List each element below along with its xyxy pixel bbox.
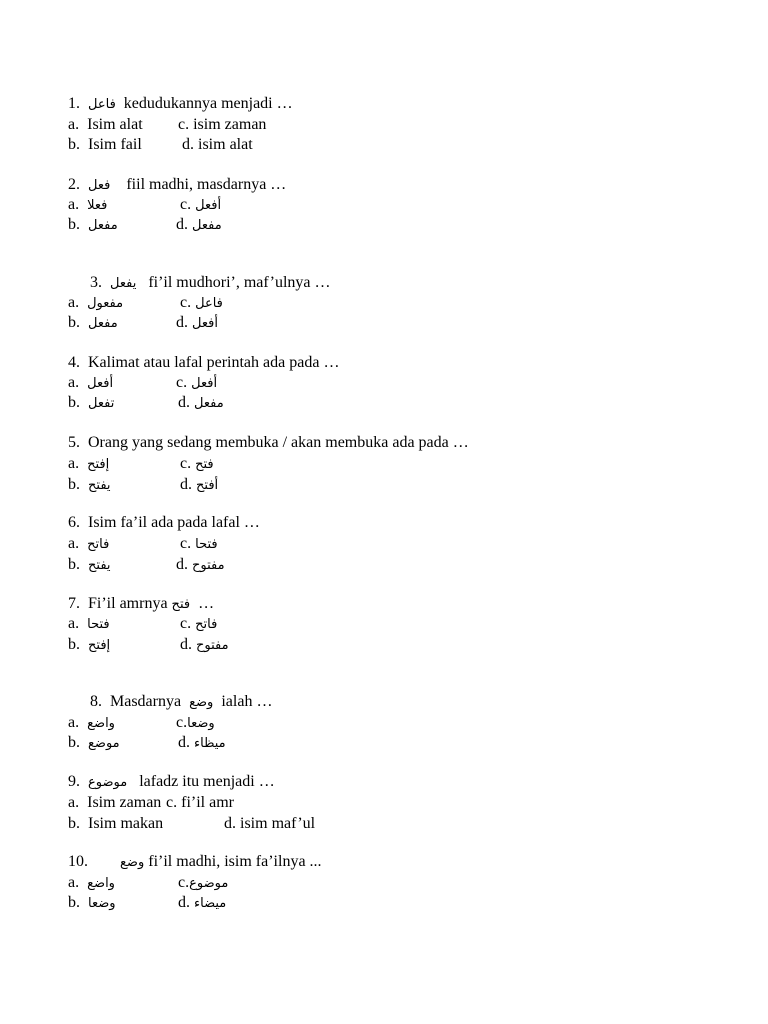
question-text: Fi’il amrnya [88, 595, 168, 612]
option-a [68, 873, 115, 893]
option-label: d. [180, 476, 192, 493]
option-b [68, 733, 120, 753]
option-d [180, 635, 229, 655]
question-number: 6. [68, 514, 80, 531]
option-label: a. [68, 374, 80, 391]
option-text: موضع [88, 736, 120, 751]
arabic-word: فتح [171, 597, 191, 612]
option-label: b. [68, 636, 80, 653]
option-text: أفعل [192, 316, 218, 331]
option-label: c. [180, 455, 192, 472]
option-label: d. [224, 815, 236, 832]
question-number: 1. [68, 95, 80, 112]
option-c [176, 373, 217, 393]
option-a [68, 713, 115, 733]
option-d [178, 393, 224, 413]
option-text: أفعل [195, 198, 222, 213]
option-c [180, 534, 218, 554]
question-2 [68, 175, 286, 195]
option-d [178, 893, 226, 913]
option-label: b. [68, 556, 80, 573]
option-text: Isim fail [88, 136, 142, 153]
option-label: d. [176, 216, 188, 233]
option-label: c. [166, 794, 178, 811]
option-d [176, 313, 218, 333]
option-text: Isim zaman [87, 794, 162, 811]
option-d [176, 215, 222, 235]
question-number: 2. [68, 176, 80, 193]
option-text: أفعل [191, 376, 218, 391]
option-text: isim maf’ul [240, 815, 316, 832]
question-number: 7. [68, 595, 80, 612]
option-label: b. [68, 815, 80, 832]
option-text: مفتوح [196, 638, 229, 653]
question-6 [68, 513, 260, 533]
option-label: c. [180, 615, 192, 632]
option-label: b. [68, 136, 80, 153]
option-text: أفعل [87, 376, 114, 391]
question-number: 10. [68, 853, 88, 870]
option-label: d. [178, 894, 190, 911]
option-c [180, 454, 214, 474]
option-text: واضع [87, 876, 115, 891]
option-text: تفعل [88, 396, 115, 411]
option-text: وضعا [88, 896, 116, 911]
question-text: fi’il mudhori’, maf’ulnya … [148, 274, 331, 291]
question-10 [68, 852, 322, 872]
option-label: d. [178, 394, 190, 411]
option-label: a. [68, 196, 80, 213]
arabic-word: موضوع [88, 775, 128, 790]
option-a [68, 373, 113, 393]
option-d [176, 555, 225, 575]
option-text: ميضاء [194, 896, 227, 911]
option-text: موضوع [189, 876, 229, 891]
option-label: c. [178, 116, 190, 133]
option-text: فتحا [87, 617, 110, 632]
option-text: إفتح [88, 638, 111, 653]
option-label: d. [180, 636, 192, 653]
option-a [68, 793, 161, 813]
question-7 [68, 594, 214, 614]
option-label: a. [68, 455, 80, 472]
option-b [68, 393, 114, 413]
option-label: d. [176, 556, 188, 573]
question-text-end: … [198, 595, 215, 612]
option-d [180, 475, 218, 495]
option-text: مفعل [194, 396, 224, 411]
question-3 [90, 273, 330, 293]
option-text: fi’il amr [181, 794, 234, 811]
option-label: b. [68, 394, 80, 411]
question-number: 9. [68, 773, 80, 790]
option-c [180, 293, 223, 313]
option-c [180, 195, 221, 215]
option-text: فاعل [195, 296, 223, 311]
option-text: فتح [195, 457, 214, 472]
option-label: b. [68, 476, 80, 493]
option-b [68, 215, 118, 235]
option-a [68, 195, 107, 215]
option-text: واضع [87, 716, 115, 731]
option-label: d. [182, 136, 194, 153]
question-text: lafadz itu menjadi … [139, 773, 275, 790]
option-label: c. [180, 196, 192, 213]
option-a [68, 614, 110, 634]
option-text: فاتح [195, 617, 218, 632]
option-label: c. [178, 874, 190, 891]
option-c [178, 873, 228, 893]
question-4 [68, 353, 339, 373]
question-number: 3. [90, 274, 102, 291]
question-number: 8. [90, 693, 102, 710]
question-text: Masdarnya [110, 693, 182, 710]
option-label: a. [68, 874, 80, 891]
question-text: fiil madhi, masdarnya … [126, 176, 287, 193]
arabic-word: فاعل [88, 97, 116, 112]
option-label: a. [68, 116, 80, 133]
option-text: isim zaman [193, 116, 267, 133]
option-label: d. [176, 314, 188, 331]
question-9 [68, 772, 275, 792]
option-c [166, 793, 234, 813]
question-number: 5. [68, 434, 80, 451]
option-label: a. [68, 615, 80, 632]
option-label: c. [176, 714, 188, 731]
question-text: Isim fa’il ada pada lafal … [88, 514, 260, 531]
option-text: مفعل [192, 218, 222, 233]
option-text: فعلا [87, 198, 108, 213]
option-b [68, 475, 111, 495]
option-text: إفتح [87, 457, 110, 472]
question-text: kedudukannya menjadi … [123, 95, 293, 112]
option-d [182, 135, 253, 155]
option-text: يفتح [88, 478, 111, 493]
option-text: Isim makan [88, 815, 164, 832]
option-text: يفتح [88, 558, 111, 573]
option-text: isim alat [198, 136, 253, 153]
option-text: مفعول [87, 296, 124, 311]
arabic-word: وضع [189, 695, 214, 710]
option-label: a. [68, 535, 80, 552]
option-label: c. [180, 535, 192, 552]
option-label: a. [68, 294, 80, 311]
option-text: فتحا [195, 537, 218, 552]
option-label: c. [180, 294, 192, 311]
option-text: مفعل [88, 316, 118, 331]
question-number: 4. [68, 354, 80, 371]
option-c [178, 115, 266, 135]
option-text: ميظاء [194, 736, 226, 751]
option-label: a. [68, 714, 80, 731]
option-text: فاتح [87, 537, 110, 552]
option-text: مفعل [88, 218, 118, 233]
option-b [68, 555, 111, 575]
option-c [176, 713, 215, 733]
option-label: d. [178, 734, 190, 751]
question-1 [68, 94, 293, 114]
question-text: Orang yang sedang membuka / akan membuka ada pada … [88, 434, 469, 451]
arabic-word: فعل [88, 178, 111, 193]
option-d [224, 814, 315, 834]
question-5 [68, 433, 469, 453]
question-text-end: ialah … [221, 693, 273, 710]
question-text: fi’il madhi, isim fa’ilnya ... [148, 853, 322, 870]
option-label: b. [68, 216, 80, 233]
question-8 [90, 692, 272, 712]
option-a [68, 293, 123, 313]
option-c [180, 614, 217, 634]
option-text: مفتوح [192, 558, 225, 573]
option-text: وضعا [187, 716, 215, 731]
option-label: b. [68, 314, 80, 331]
arabic-word: يفعل [110, 276, 137, 291]
option-label: c. [176, 374, 188, 391]
option-text: أفتح [196, 478, 219, 493]
option-b [68, 135, 142, 155]
option-b [68, 893, 116, 913]
option-b [68, 814, 163, 834]
option-label: b. [68, 894, 80, 911]
option-label: a. [68, 794, 80, 811]
option-a [68, 454, 109, 474]
arabic-word: وضع [120, 855, 145, 870]
option-a [68, 115, 143, 135]
question-text: Kalimat atau lafal perintah ada pada … [88, 354, 340, 371]
option-text: Isim alat [87, 116, 143, 133]
option-b [68, 313, 118, 333]
option-a [68, 534, 109, 554]
option-d [178, 733, 226, 753]
option-b [68, 635, 110, 655]
option-label: b. [68, 734, 80, 751]
